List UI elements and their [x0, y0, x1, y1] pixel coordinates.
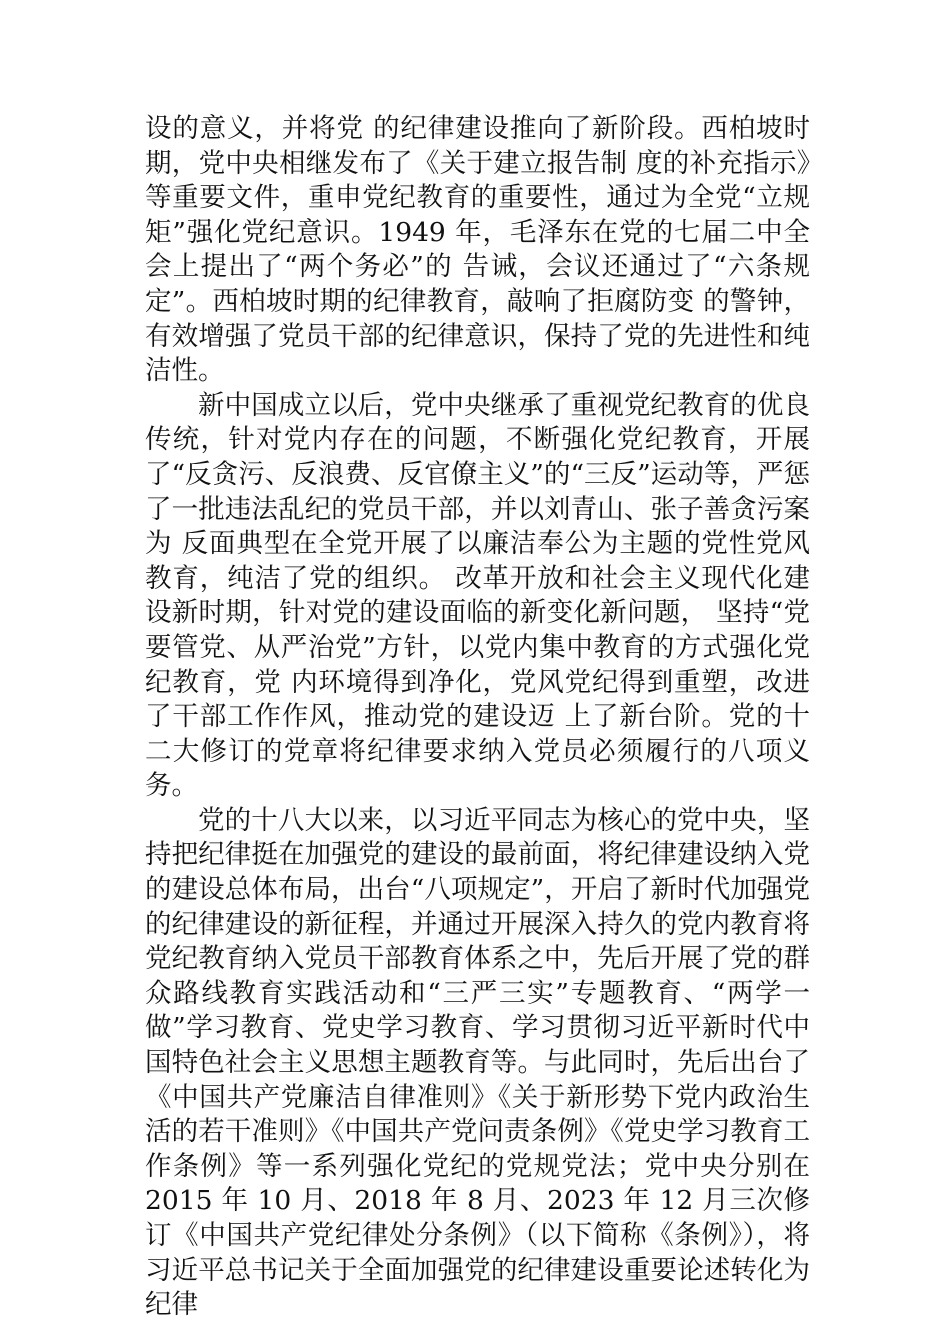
paragraph-new-china: 新中国成立以后，党中央继承了重视党纪教育的优良传统，针对党内存在的问题，不断强化党纪教育，开展了“反贪污、反浪费、反官僚主义”的“三反”运动等，严惩了一批违法乱纪的党员干部，并以刘青山、张子善贪污案为 反面典型在全党开展了以廉洁奉公为主题的党性党风教育，纯洁了党的组织。 改革开放和社会主义现代化建设新时期，针对党的建设面临的新变化新问题， 坚持“党要管党、从严治党”方针，以党内集中教育的方式强化党纪教育，党 内环境得到净化，党风党纪得到重塑，改进了干部工作作风，推动党的建设迈 上了新台阶。党的十二大修订的党章将纪律要求纳入党员必须履行的八项义务。: [145, 389, 810, 802]
document-page: [145, 112, 810, 1323]
paragraph-18th-congress: 党的十八大以来，以习近平同志为核心的党中央，坚持把纪律挺在加强党的建设的最前面，将纪律建设纳入党的建设总体布局，出台“八项规定”，开启了新时代加强党的纪律建设的新征程，并通过开展深入持久的党内教育将党纪教育纳入党员干部教育体系之中，先后开展了党的群众路线教育实践活动和“三严三实”专题教育、“两学一做”学习教育、党史学习教育、学习贯彻习近平新时代中国特色社会主义思想主题教育等。与此同时，先后出台了《中国共产党廉洁自律准则》《关于新形势下党内政治生活的若干准则》《中国共产党问责条例》《党史学习教育工作条例》等一系列强化党纪的党规党法；党中央分别在 2015 年 10 月、2018 年 8 月、2023 年 12 月三次修订《中国共产党纪律处分条例》（以下简称《条例》），将习近平总书记关于全面加强党的纪律建设重要论述转化为纪律: [145, 804, 810, 1321]
paragraph-xibaipo: 设的意义，并将党 的纪律建设推向了新阶段。西柏坡时期，党中央相继发布了《关于建立报告制 度的补充指示》等重要文件，重申党纪教育的重要性，通过为全党“立规矩”强化党纪意识。1949 年，毛泽东在党的七届二中全会上提出了“两个务必”的 告诫，会议还通过了“六条规定”。西柏坡时期的纪律教育，敲响了拒腐防变 的警钟，有效增强了党员干部的纪律意识，保持了党的先进性和纯洁性。: [145, 113, 810, 387]
